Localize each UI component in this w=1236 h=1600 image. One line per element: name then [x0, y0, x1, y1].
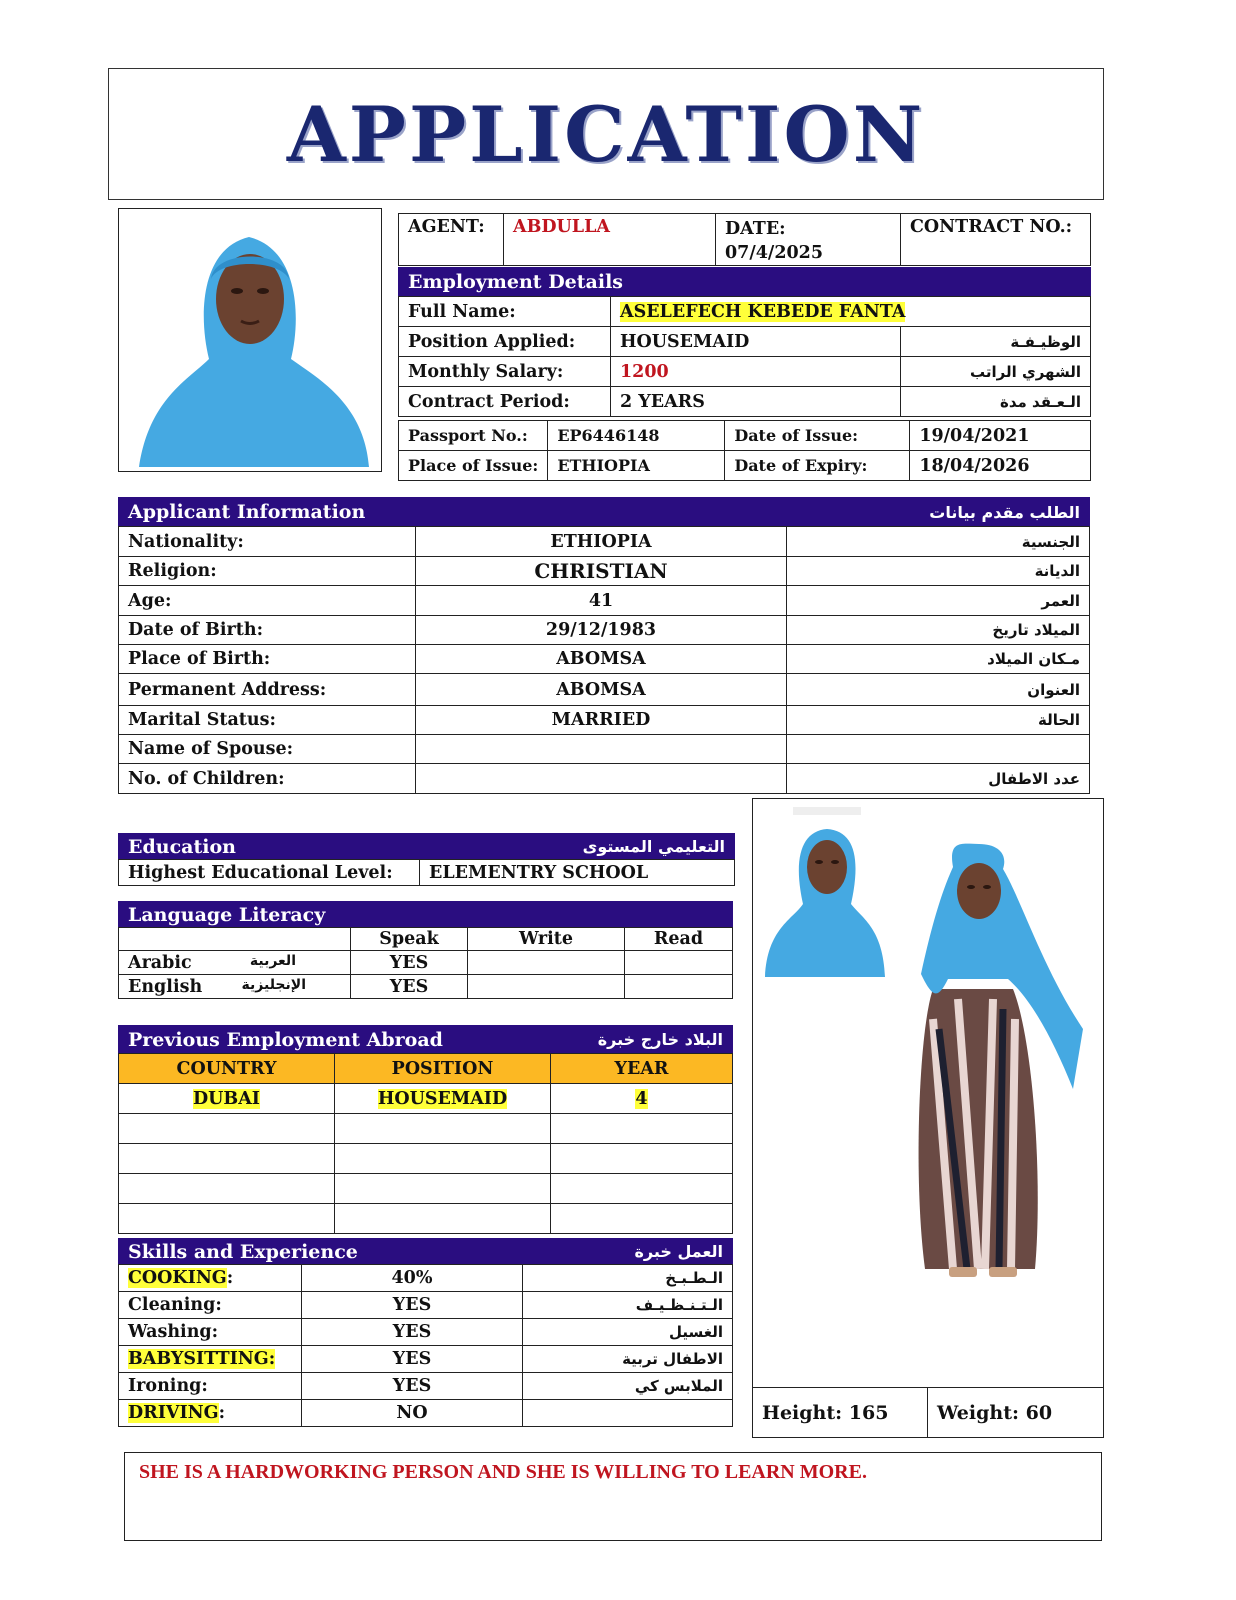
skills-header-ar: العمل خبرة [634, 1242, 723, 1261]
applicant-value: CHRISTIAN [416, 557, 787, 586]
applicant-header [118, 497, 1090, 527]
skill-label: Ironing [128, 1376, 202, 1396]
expiry-label: Date of Expiry: [725, 451, 910, 481]
lang-english-ar: الإنجليزية [241, 976, 306, 993]
applicant-label: Marital Status: [119, 706, 416, 735]
applicant-value: 29/12/1983 [416, 616, 787, 645]
skill-ar: الـطـبـخ [523, 1265, 733, 1292]
skills-header-text: Skills and Experience [128, 1240, 358, 1263]
agent-value: ABDULLA [504, 214, 716, 266]
lang-english [119, 975, 351, 999]
skill-colon: : [201, 1376, 208, 1396]
skill-row [119, 1373, 733, 1400]
expiry-value: 18/04/2026 [910, 451, 1091, 481]
skills-table [118, 1264, 733, 1427]
skill-value: YES [302, 1319, 523, 1346]
empty-cell [335, 1204, 551, 1234]
applicant-ar: عدد الاطفال [787, 764, 1090, 794]
applicant-ar [787, 735, 1090, 764]
applicant-ar: العنوان [787, 674, 1090, 706]
salary-value: 1200 [611, 357, 901, 387]
prev-country: DUBAI [193, 1088, 260, 1109]
applicant-ar: الديانة [787, 557, 1090, 586]
skill-label: DRIVING [128, 1403, 219, 1423]
arabic-speak: YES [351, 951, 468, 975]
date-cell [716, 214, 901, 266]
full-name-cell [611, 297, 1091, 327]
height-value: Height: 165 [753, 1388, 928, 1438]
skill-ar: الملابس كي [523, 1373, 733, 1400]
applicant-header-text: Applicant Information [128, 501, 366, 523]
education-header-text: Education [128, 835, 236, 858]
passport-no-value: EP6446148 [548, 421, 725, 451]
skill-label: COOKING [128, 1268, 227, 1288]
skill-ar [523, 1400, 733, 1427]
skill-label-cell [119, 1292, 302, 1319]
applicant-row [119, 735, 1090, 764]
prev-position-cell [335, 1084, 551, 1114]
col-position: POSITION [335, 1054, 551, 1084]
date-label: DATE: [725, 219, 786, 239]
full-name-label: Full Name: [399, 297, 611, 327]
contract-period-value: 2 YEARS [611, 387, 901, 417]
applicant-label: Religion: [119, 557, 416, 586]
position-ar: الوظيـفـة [901, 327, 1091, 357]
portrait-photo [118, 208, 382, 472]
previous-header-ar: البلاد خارج خبرة [597, 1030, 723, 1049]
skill-row [119, 1346, 733, 1373]
skill-row [119, 1292, 733, 1319]
applicant-label: Age: [119, 586, 416, 616]
skill-colon: : [211, 1322, 219, 1342]
position-label: Position Applied: [399, 327, 611, 357]
language-header [118, 901, 733, 928]
education-header [118, 833, 735, 860]
empty-cell [551, 1114, 733, 1144]
applicant-row [119, 645, 1090, 674]
applicant-ar: الحالة [787, 706, 1090, 735]
empty-cell [335, 1174, 551, 1204]
applicant-header-ar: الطلب مقدم بيانات [929, 502, 1080, 522]
applicant-label: Permanent Address: [119, 674, 416, 706]
salary-label: Monthly Salary: [399, 357, 611, 387]
english-speak: YES [351, 975, 468, 999]
previous-table [118, 1053, 733, 1234]
applicant-label: Nationality: [119, 527, 416, 557]
weight-value: Weight: 60 [928, 1388, 1104, 1438]
applicant-row [119, 616, 1090, 645]
education-label: Highest Educational Level: [119, 860, 420, 886]
applicant-value [416, 764, 787, 794]
skill-label: BABYSITTING [128, 1349, 269, 1369]
contract-period-ar: الـعـقد مدة [901, 387, 1091, 417]
full-photo-box [752, 798, 1104, 1438]
full-body-image [919, 844, 1083, 1277]
remark-box [124, 1452, 1102, 1541]
education-value: ELEMENTRY SCHOOL [420, 860, 735, 886]
full-name-value: ASELEFECH KEBEDE FANTA [620, 301, 906, 322]
skill-value: 40% [302, 1265, 523, 1292]
applicant-label: Date of Birth: [119, 616, 416, 645]
education-table [118, 859, 735, 886]
applicant-row [119, 557, 1090, 586]
skill-value: YES [302, 1373, 523, 1400]
applicant-label: No. of Children: [119, 764, 416, 794]
small-portrait-image [763, 827, 885, 977]
applicant-row [119, 674, 1090, 706]
skill-label-cell [119, 1265, 302, 1292]
language-header-text: Language Literacy [128, 903, 326, 926]
issue-place-value: ETHIOPIA [548, 451, 725, 481]
agent-label: AGENT: [399, 214, 504, 266]
col-read: Read [625, 928, 733, 951]
applicant-ar: الجنسية [787, 527, 1090, 557]
arabic-write [468, 951, 625, 975]
portrait-image [119, 209, 380, 470]
applicant-label: Place of Birth: [119, 645, 416, 674]
col-year: YEAR [551, 1054, 733, 1084]
issue-date-label: Date of Issue: [725, 421, 910, 451]
skill-value: YES [302, 1292, 523, 1319]
skill-colon: : [218, 1403, 226, 1423]
education-header-ar: التعليمي المستوى [582, 837, 725, 856]
col-speak: Speak [351, 928, 468, 951]
skill-value: NO [302, 1400, 523, 1427]
applicant-row [119, 527, 1090, 557]
language-blank-header [119, 928, 351, 951]
issue-date-value: 19/04/2021 [910, 421, 1091, 451]
skill-label-cell [119, 1373, 302, 1400]
applicant-value: MARRIED [416, 706, 787, 735]
skill-ar: الغسيل [523, 1319, 733, 1346]
skill-ar: الـتـنـظـيـف [523, 1292, 733, 1319]
skill-colon: : [268, 1349, 276, 1369]
applicant-table [118, 526, 1090, 794]
lang-arabic [119, 951, 351, 975]
language-table [118, 927, 733, 999]
applicant-ar: العمر [787, 586, 1090, 616]
empty-cell [335, 1114, 551, 1144]
passport-table [398, 420, 1091, 481]
contract-label: CONTRACT NO.: [901, 214, 1091, 266]
applicant-row [119, 764, 1090, 794]
applicant-value: 41 [416, 586, 787, 616]
skill-label-cell [119, 1319, 302, 1346]
skill-label-cell [119, 1346, 302, 1373]
applicant-value [416, 735, 787, 764]
skill-ar: الاطفال تربية [523, 1346, 733, 1373]
empty-cell [551, 1144, 733, 1174]
applicant-ar: الميلاد تاريخ [787, 616, 1090, 645]
empty-cell [119, 1174, 335, 1204]
applicant-ar: مـكان الميلاد [787, 645, 1090, 674]
empty-cell [335, 1144, 551, 1174]
skill-row [119, 1265, 733, 1292]
skills-header [118, 1238, 733, 1265]
page-title: APPLICATION [286, 89, 926, 179]
agent-table [398, 213, 1091, 266]
applicant-value: ABOMSA [416, 645, 787, 674]
empty-cell [119, 1144, 335, 1174]
col-country: COUNTRY [119, 1054, 335, 1084]
applicant-row [119, 706, 1090, 735]
lang-arabic-label: Arabic [128, 952, 192, 973]
prev-year-cell [551, 1084, 733, 1114]
contract-period-label: Contract Period: [399, 387, 611, 417]
prev-country-cell [119, 1084, 335, 1114]
arabic-read [625, 951, 733, 975]
salary-ar: الشهري الراتب [901, 357, 1091, 387]
skill-colon: : [226, 1268, 234, 1288]
prev-year: 4 [635, 1088, 648, 1109]
position-value: HOUSEMAID [611, 327, 901, 357]
applicant-value: ABOMSA [416, 674, 787, 706]
skill-label: Cleaning [128, 1295, 216, 1315]
skill-row [119, 1400, 733, 1427]
col-write: Write [468, 928, 625, 951]
applicant-row [119, 586, 1090, 616]
empty-cell [119, 1114, 335, 1144]
passport-no-label: Passport No.: [399, 421, 548, 451]
applicant-label: Name of Spouse: [119, 735, 416, 764]
previous-header [118, 1025, 733, 1054]
employment-header [398, 267, 1091, 297]
height-weight-table [752, 1387, 1104, 1438]
skill-label: Washing [128, 1322, 212, 1342]
empty-cell [119, 1204, 335, 1234]
issue-place-label: Place of Issue: [399, 451, 548, 481]
english-write [468, 975, 625, 999]
date-value: 07/4/2025 [725, 243, 824, 263]
skill-label-cell [119, 1400, 302, 1427]
remark-text: SHE IS A HARDWORKING PERSON AND SHE IS WILLING TO LEARN MORE. [139, 1461, 867, 1483]
empty-cell [551, 1204, 733, 1234]
skill-colon: : [215, 1295, 222, 1315]
lang-arabic-ar: العربية [249, 952, 296, 969]
skill-row [119, 1319, 733, 1346]
title-box [108, 68, 1104, 200]
applicant-value: ETHIOPIA [416, 527, 787, 557]
employment-table [398, 296, 1091, 417]
employment-header-text: Employment Details [408, 271, 623, 293]
lang-english-label: English [128, 976, 203, 997]
prev-position: HOUSEMAID [377, 1088, 508, 1109]
full-body-photos [753, 799, 1102, 1387]
english-read [625, 975, 733, 999]
skill-value: YES [302, 1346, 523, 1373]
previous-header-text: Previous Employment Abroad [128, 1028, 443, 1051]
empty-cell [551, 1174, 733, 1204]
